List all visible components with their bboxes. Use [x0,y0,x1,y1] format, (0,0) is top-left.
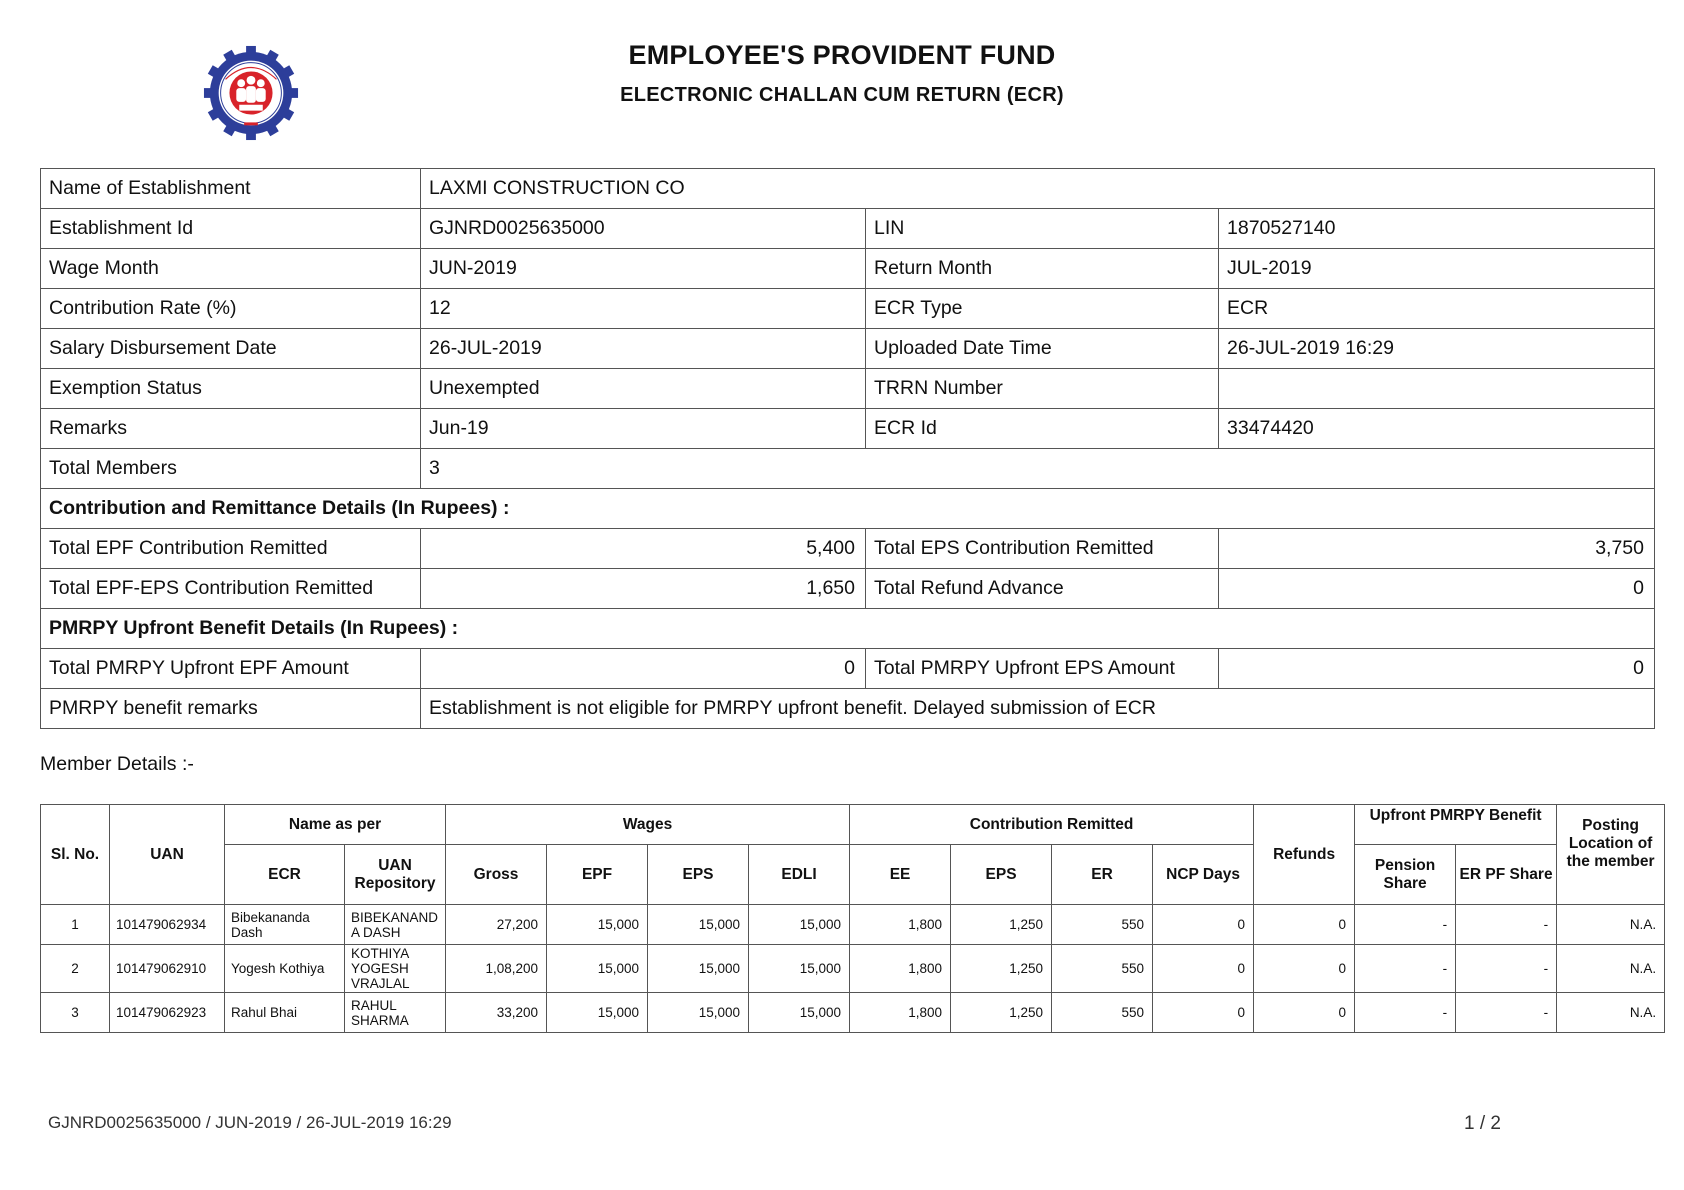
uploaded-label: Uploaded Date Time [866,329,1219,369]
ncp-days: 0 [1153,905,1254,945]
footer-reference: GJNRD0025635000 / JUN-2019 / 26-JUL-2019 16:29 [48,1113,452,1132]
refunds: 0 [1254,905,1355,945]
col-group-pmrpy: Upfront PMRPY Benefit [1355,805,1557,845]
pension-share: - [1355,993,1456,1033]
table-row [41,905,1665,945]
name-uan: RAHUL SHARMA [345,993,446,1033]
col-eps: EPS [648,845,749,905]
eps: 15,000 [648,993,749,1033]
page-number: 1 / 2 [1464,1113,1501,1134]
er-pf-share: - [1456,905,1557,945]
edli: 15,000 [749,993,850,1033]
col-uan: UAN [110,805,225,905]
name-ecr: Rahul Bhai [225,993,345,1033]
contribution-rate-label: Contribution Rate (%) [41,289,421,329]
total-members-label: Total Members [41,449,421,489]
uan: 101479062934 [110,905,225,945]
col-refunds: Refunds [1254,805,1355,905]
table-row [41,945,1665,993]
wage-month-label: Wage Month [41,249,421,289]
ecr-id-value: 33474420 [1219,409,1655,449]
salary-date-label: Salary Disbursement Date [41,329,421,369]
name-uan: BIBEKANAND A DASH [345,905,446,945]
total-eps-label: Total EPS Contribution Remitted [866,529,1219,569]
total-epf-label: Total EPF Contribution Remitted [41,529,421,569]
col-name-ecr: ECR [225,845,345,905]
er: 550 [1052,993,1153,1033]
return-month-value: JUL-2019 [1219,249,1655,289]
epf: 15,000 [547,905,648,945]
contribution-rate-value: 12 [421,289,866,329]
establishment-name-value: LAXMI CONSTRUCTION CO [421,169,1655,209]
contribution-section-heading: Contribution and Remittance Details (In Rupees) : [41,489,1655,529]
ncp-days: 0 [1153,945,1254,993]
col-edli: EDLI [749,845,850,905]
edli: 15,000 [749,905,850,945]
remarks-label: Remarks [41,409,421,449]
return-month-label: Return Month [866,249,1219,289]
col-group-name: Name as per [225,805,446,845]
pmrpy-remarks-label: PMRPY benefit remarks [41,689,421,729]
col-sl-no: Sl. No. [41,805,110,905]
er-pf-share: - [1456,945,1557,993]
er: 550 [1052,945,1153,993]
name-ecr: Bibekananda Dash [225,905,345,945]
edli: 15,000 [749,945,850,993]
col-posting: Posting Location of the member [1557,805,1665,905]
col-pension-share: Pension Share [1355,845,1456,905]
total-refund-value: 0 [1219,569,1655,609]
sl-no: 3 [41,993,110,1033]
col-name-uan: UAN Repository [345,845,446,905]
col-er: ER [1052,845,1153,905]
posting-location: N.A. [1557,993,1665,1033]
ee: 1,800 [850,945,951,993]
total-epf-eps-value: 1,650 [421,569,866,609]
col-gross: Gross [446,845,547,905]
col-ncp: NCP Days [1153,845,1254,905]
trrn-label: TRRN Number [866,369,1219,409]
col-group-wages: Wages [446,805,850,845]
pmrpy-remarks-value: Establishment is not eligible for PMRPY upfront benefit. Delayed submission of ECR [421,689,1655,729]
col-epf: EPF [547,845,648,905]
total-refund-label: Total Refund Advance [866,569,1219,609]
lin-label: LIN [866,209,1219,249]
epf: 15,000 [547,945,648,993]
contrib-eps: 1,250 [951,905,1052,945]
ncp-days: 0 [1153,993,1254,1033]
name-ecr: Yogesh Kothiya [225,945,345,993]
uan: 101479062923 [110,993,225,1033]
total-epf-value: 5,400 [421,529,866,569]
document-subtitle: ELECTRONIC CHALLAN CUM RETURN (ECR) [620,84,1064,106]
member-details-table [40,804,1665,1033]
total-eps-value: 3,750 [1219,529,1655,569]
ecr-id-label: ECR Id [866,409,1219,449]
pension-share: - [1355,905,1456,945]
table-row [41,993,1665,1033]
exemption-value: Unexempted [421,369,866,409]
ee: 1,800 [850,905,951,945]
eps: 15,000 [648,945,749,993]
exemption-label: Exemption Status [41,369,421,409]
pmrpy-epf-value: 0 [421,649,866,689]
pmrpy-eps-value: 0 [1219,649,1655,689]
member-details-title: Member Details :- [40,753,194,775]
posting-location: N.A. [1557,945,1665,993]
total-epf-eps-label: Total EPF-EPS Contribution Remitted [41,569,421,609]
epf: 15,000 [547,993,648,1033]
col-contrib-eps: EPS [951,845,1052,905]
col-group-contribution: Contribution Remitted [850,805,1254,845]
col-er-pf-share: ER PF Share [1456,845,1557,905]
establishment-id-label: Establishment Id [41,209,421,249]
lin-value: 1870527140 [1219,209,1655,249]
eps: 15,000 [648,905,749,945]
er: 550 [1052,905,1153,945]
establishment-name-label: Name of Establishment [41,169,421,209]
uan: 101479062910 [110,945,225,993]
sl-no: 2 [41,945,110,993]
gross: 33,200 [446,993,547,1033]
ecr-type-label: ECR Type [866,289,1219,329]
pmrpy-eps-label: Total PMRPY Upfront EPS Amount [866,649,1219,689]
refunds: 0 [1254,993,1355,1033]
trrn-value [1219,369,1655,409]
sl-no: 1 [41,905,110,945]
contrib-eps: 1,250 [951,945,1052,993]
establishment-details-table [40,168,1655,729]
pmrpy-epf-label: Total PMRPY Upfront EPF Amount [41,649,421,689]
wage-month-value: JUN-2019 [421,249,866,289]
gross: 27,200 [446,905,547,945]
gross: 1,08,200 [446,945,547,993]
salary-date-value: 26-JUL-2019 [421,329,866,369]
ecr-type-value: ECR [1219,289,1655,329]
uploaded-value: 26-JUL-2019 16:29 [1219,329,1655,369]
er-pf-share: - [1456,993,1557,1033]
total-members-value: 3 [421,449,1655,489]
document-title: EMPLOYEE'S PROVIDENT FUND [628,40,1056,70]
col-ee: EE [850,845,951,905]
remarks-value: Jun-19 [421,409,866,449]
pension-share: - [1355,945,1456,993]
contrib-eps: 1,250 [951,993,1052,1033]
ee: 1,800 [850,993,951,1033]
refunds: 0 [1254,945,1355,993]
name-uan: KOTHIYA YOGESH VRAJLAL [345,945,446,993]
posting-location: N.A. [1557,905,1665,945]
pmrpy-section-heading: PMRPY Upfront Benefit Details (In Rupees) : [41,609,1655,649]
establishment-id-value: GJNRD0025635000 [421,209,866,249]
